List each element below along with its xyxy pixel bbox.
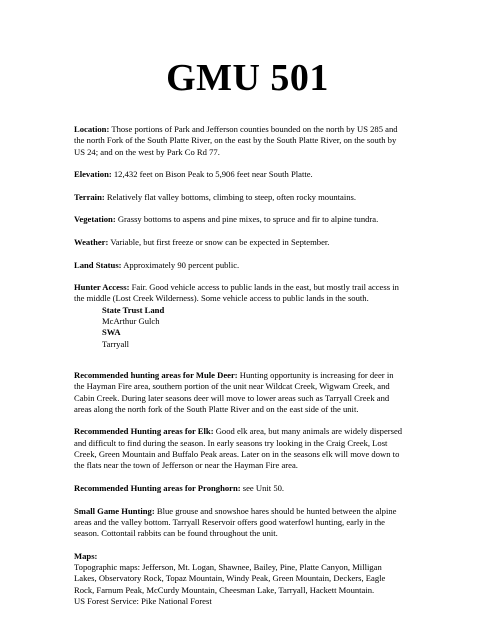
location-section — [74, 124, 404, 158]
document-body — [74, 124, 404, 618]
location-text: Those portions of Park and Jefferson counties bounded on the north by US 285 and the north Fork of the South Platte River, on the east by the South Platte River, on the south by US 24; and on the west by Park Co Rd 77. — [74, 124, 398, 157]
vegetation-text: Grassy bottoms to aspens and pine mixes, to spruce and fir to alpine tundra. — [115, 214, 379, 225]
elevation-text: 12,432 feet on Bison Peak to 5,906 feet near South Platte. — [111, 169, 313, 180]
hunter-access-section — [74, 282, 404, 350]
terrain-section — [74, 192, 404, 203]
elk-label: Recommended Hunting areas for Elk: — [74, 426, 214, 437]
weather-label: Weather: — [74, 236, 109, 247]
land-status-text: Approximately 90 percent public. — [121, 259, 240, 270]
land-status-section — [74, 260, 404, 271]
small-game-label: Small Game Hunting: — [74, 505, 155, 516]
hunter-access-text: Fair. Good vehicle access to public lands in the east, but mostly trail access in the middle (Lost Creek Wilderness). Some vehicle access to public lands in the south. — [74, 282, 399, 304]
topo-maps-text: Topographic maps: Jefferson, Mt. Logan, Shawnee, Bailey, Pine, Platte Canyon, Milligan Lakes, Observatory Rock, Topaz Mountain, Windy Peak, Green Mountain, Deckers, Eagle Rock, Farnum Peak, McCurdy Mountain, Cheesman Lake, Tarryall, Hackett Mountain. — [74, 561, 386, 595]
pronghorn-label: Recommended Hunting areas for Pronghorn: — [74, 482, 241, 493]
small-game-text: Blue grouse and snowshoe hares should be hunted between the alpine areas and the valley bottom. Tarryall Reservoir offers good waterfowl hunting, early in the season. Cottontail rabbits can be found throughout the unit. — [74, 505, 397, 539]
mule-deer-section — [74, 370, 404, 415]
access-list-item: McArthur Gulch — [102, 316, 160, 327]
hunter-access-paragraph — [74, 282, 404, 305]
hunter-access-label: Hunter Access: — [74, 282, 130, 293]
terrain-label: Terrain: — [74, 191, 105, 202]
access-list-item: SWA — [102, 327, 121, 338]
access-list-item: Tarryall — [102, 338, 130, 349]
land-status-label: Land Status: — [74, 259, 122, 270]
location-label: Location: — [74, 124, 110, 134]
elevation-label: Elevation: — [74, 169, 112, 180]
elk-section — [74, 426, 404, 471]
vegetation-label: Vegetation: — [74, 214, 116, 225]
forest-service-text: US Forest Service: Pike National Forest — [74, 595, 212, 606]
maps-section — [74, 551, 404, 607]
mule-deer-label: Recommended hunting areas for Mule Deer: — [74, 369, 238, 380]
access-list-item: State Trust Land — [102, 304, 165, 315]
weather-section — [74, 237, 404, 248]
small-game-section — [74, 506, 404, 540]
pronghorn-text: see Unit 50. — [240, 482, 285, 493]
weather-text: Variable, but first freeze or snow can be expected in September. — [108, 236, 330, 247]
maps-label: Maps: — [74, 550, 98, 561]
access-list — [74, 305, 404, 350]
elk-text: Good elk area, but many animals are widely dispersed and difficult to find during the season. In early seasons try looking in the Craig Creek, Lost Creek, Green Mountain and Buffalo Peak areas. Later on in the seasons elk will move down to the flats near the town of Jefferson or near the Hayman Fire area. — [74, 426, 403, 471]
mule-deer-text: Hunting opportunity is increasing for deer in the Hayman Fire area, southern portion of the unit near Wildcat Creek, Wigwam Creek, and Cabin Creek. During later seasons deer will move to lower areas such as Tarryall Creek and areas along the north fork of the South Platte River and on the east side of the unit. — [74, 369, 394, 414]
vegetation-section — [74, 214, 404, 225]
terrain-text: Relatively flat valley bottoms, climbing to steep, often rocky mountains. — [104, 191, 357, 202]
pronghorn-section — [74, 483, 404, 494]
elevation-section — [74, 169, 404, 180]
page-title: GMU 501 — [166, 57, 329, 99]
